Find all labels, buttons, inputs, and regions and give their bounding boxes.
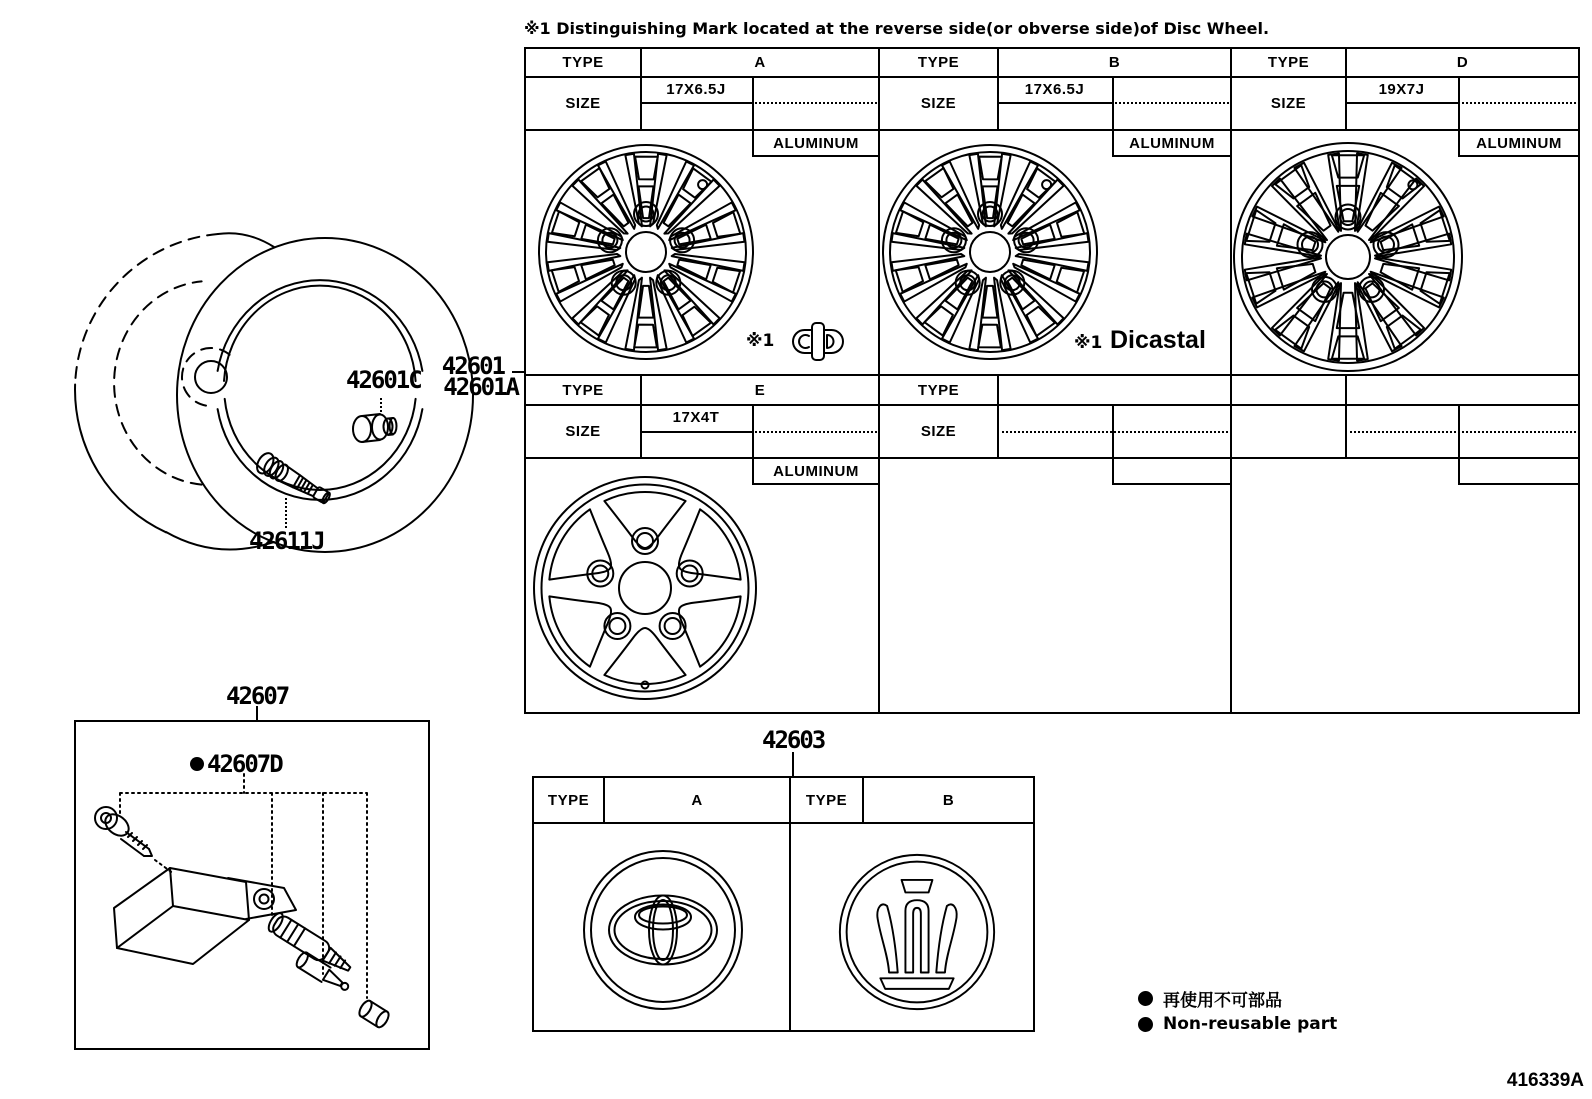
wheel-table-b-type-value: B bbox=[997, 47, 1232, 78]
part-number-disc-wheel-sub: 42601A bbox=[443, 373, 518, 401]
wheel-type-d-drawing bbox=[1233, 142, 1463, 372]
legend-row-en bbox=[1138, 1014, 1337, 1034]
ornament-table-b-type-label: TYPE bbox=[789, 776, 864, 824]
toyota-logo-cap-icon bbox=[582, 849, 744, 1011]
wheel-table-b-material: ALUMINUM bbox=[1112, 129, 1232, 157]
wheel-table-e-size-value: 17X4T bbox=[672, 408, 720, 426]
wheel-type-b-drawing bbox=[882, 144, 1098, 360]
wheel-table-e-material: ALUMINUM bbox=[752, 457, 880, 485]
wheel-table-b-size-label: SIZE bbox=[878, 76, 999, 131]
non-reusable-dot-icon bbox=[1138, 991, 1153, 1006]
wheel-type-e-drawing bbox=[533, 476, 757, 700]
wheel-table-b2-type-label: TYPE bbox=[878, 374, 999, 406]
distinguishing-mark-note: ※1 Distinguishing Mark located at the reverse side(or obverse side)of Disc Wheel. bbox=[524, 19, 1270, 38]
divider bbox=[640, 431, 752, 433]
crown-emblem-icon bbox=[788, 318, 848, 364]
wheel-table-b-size-value: 17X6.5J bbox=[1024, 80, 1085, 98]
leader-42607 bbox=[256, 706, 258, 720]
wheel-table-e-type-label: TYPE bbox=[524, 374, 642, 406]
divider bbox=[1345, 102, 1458, 104]
document-number: 416339A bbox=[1506, 1070, 1584, 1091]
ref-mark-a: ※1 bbox=[746, 331, 775, 351]
leader-42603 bbox=[792, 752, 794, 776]
part-number-disc-wheel: 42601 bbox=[441, 352, 504, 380]
ornament-table-a-type-label: TYPE bbox=[532, 776, 605, 824]
wheel-table-e-size-label: SIZE bbox=[524, 404, 642, 459]
dicastal-logo-text: Dicastal bbox=[1110, 326, 1206, 354]
wheel-table-b-type-label: TYPE bbox=[878, 47, 999, 78]
pressure-sensor-kit-drawing bbox=[76, 722, 428, 1048]
crown-logo-cap-icon bbox=[836, 851, 998, 1013]
part-number-tire-valve: 42611J bbox=[249, 527, 324, 555]
wheel-table-d2-size-label bbox=[1230, 404, 1347, 459]
wheel-table-a-type-value: A bbox=[640, 47, 880, 78]
wheel-table-a-size-value: 17X6.5J bbox=[666, 80, 726, 98]
wheel-table-d-size-value: 19X7J bbox=[1378, 80, 1425, 98]
legend-row-jp bbox=[1138, 986, 1282, 1011]
balance-weight-drawing bbox=[346, 404, 402, 452]
wheel-table-d2-type-value bbox=[1345, 374, 1580, 406]
wheel-table-d-type-value: D bbox=[1345, 47, 1580, 78]
wheel-table-b2-image-cell bbox=[878, 457, 1232, 714]
divider bbox=[997, 102, 1112, 104]
wheel-table-d2-image-cell bbox=[1230, 457, 1580, 714]
divider bbox=[752, 431, 880, 433]
ref-mark-b: ※1 bbox=[1074, 333, 1103, 353]
ornament-table-a-type-value: A bbox=[603, 776, 791, 824]
wheel-table-b2-type-value bbox=[997, 374, 1232, 406]
divider bbox=[640, 102, 752, 104]
legend-en-text: Non-reusable part bbox=[1163, 1014, 1338, 1034]
wheel-table-e-type-value: E bbox=[640, 374, 880, 406]
leader-42611j bbox=[285, 498, 287, 528]
ornament-table-b-type-value: B bbox=[862, 776, 1035, 824]
wheel-table-b2-material-box bbox=[1112, 457, 1232, 485]
wheel-table-d-type-label: TYPE bbox=[1230, 47, 1347, 78]
wheel-table-a-material: ALUMINUM bbox=[752, 129, 880, 157]
wheel-table-d2-type-label bbox=[1230, 374, 1347, 406]
part-number-sensor-part: 42607D bbox=[207, 750, 282, 778]
divider bbox=[752, 102, 880, 104]
divider bbox=[1458, 102, 1580, 104]
divider bbox=[997, 431, 1232, 433]
wheel-table-a-type-label: TYPE bbox=[524, 47, 642, 78]
divider bbox=[1345, 431, 1580, 433]
part-number-sensor-kit: 42607 bbox=[226, 682, 289, 710]
leader-42601c bbox=[380, 398, 382, 412]
non-reusable-dot-icon bbox=[1138, 1017, 1153, 1032]
divider bbox=[1112, 102, 1232, 104]
wheel-type-a-drawing bbox=[538, 144, 754, 360]
wheel-table-a-size-label: SIZE bbox=[524, 76, 642, 131]
wheel-table-d-size-label: SIZE bbox=[1230, 76, 1347, 131]
legend-jp-text: 再使用不可部品 bbox=[1163, 991, 1282, 1011]
wheel-table-b2-size-label: SIZE bbox=[878, 404, 999, 459]
part-number-ornament: 42603 bbox=[762, 726, 825, 754]
wheel-table-d2-material-box bbox=[1458, 457, 1580, 485]
tire-valve-drawing bbox=[252, 450, 347, 516]
wheel-table-d-material: ALUMINUM bbox=[1458, 129, 1580, 157]
part-number-balance-weight: 42601C bbox=[346, 366, 421, 394]
